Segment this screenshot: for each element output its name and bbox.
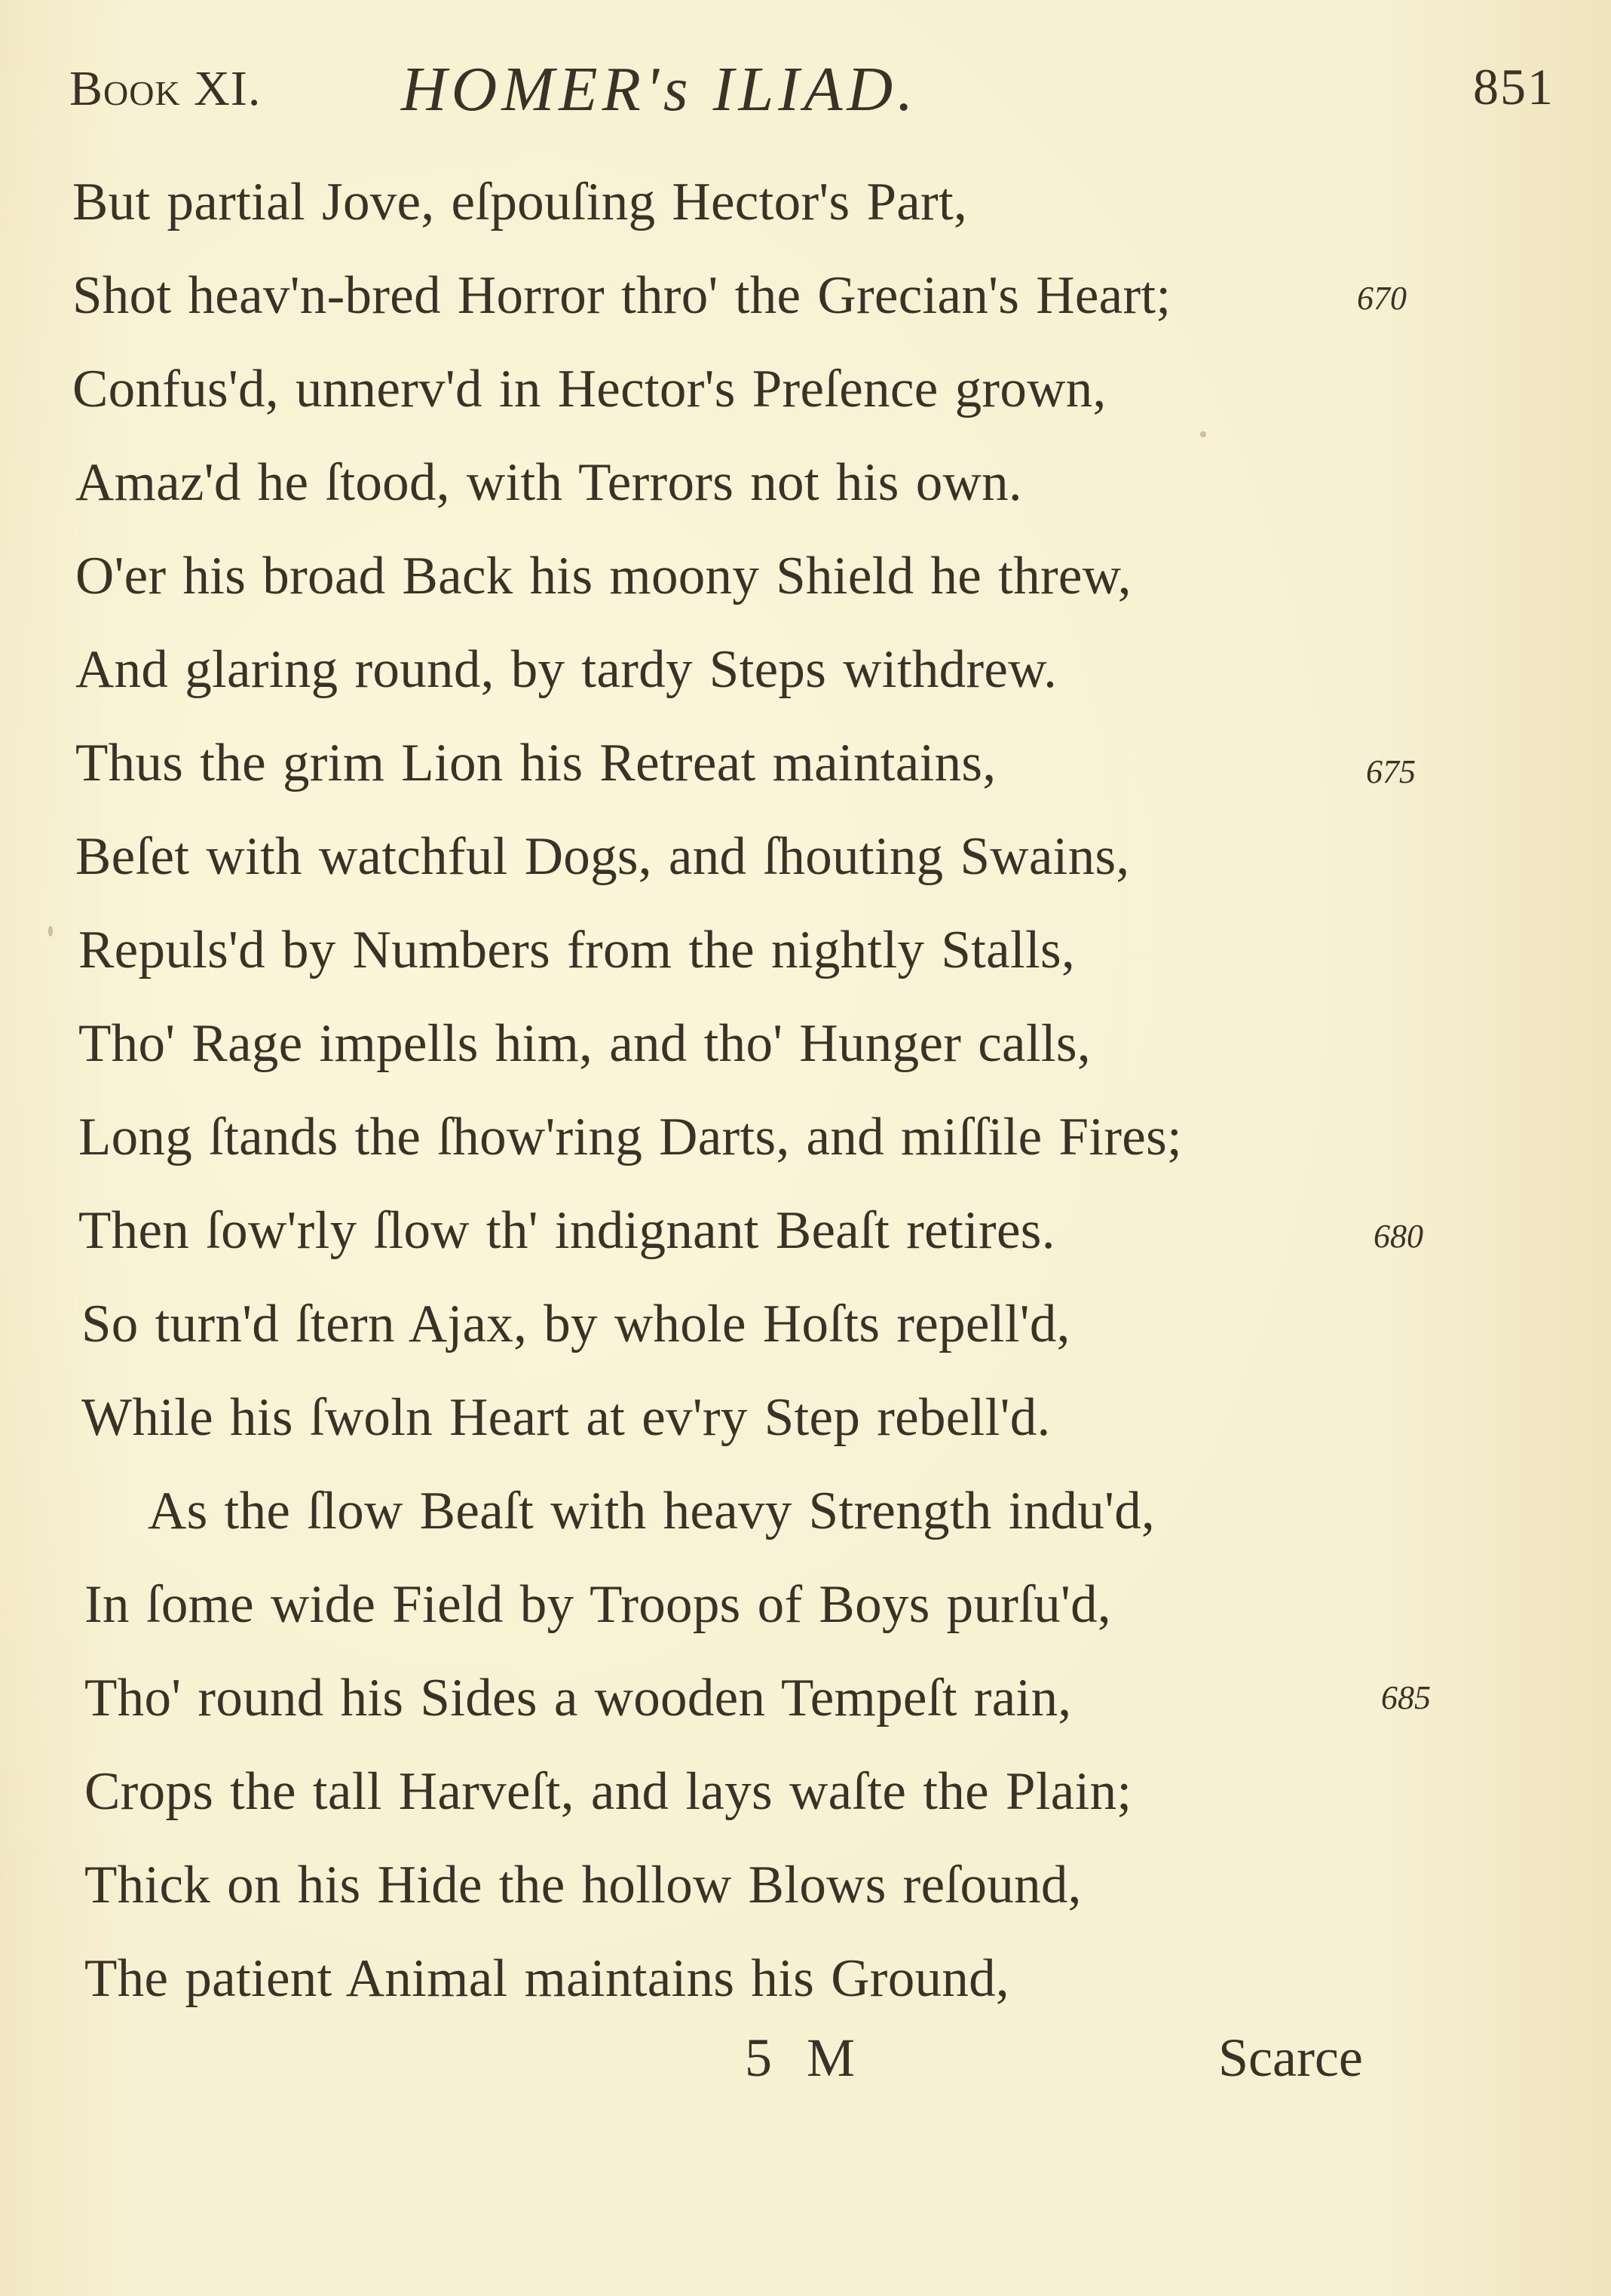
verse-line: Tho' round his Sides a wooden Tempeſt rain, — [84, 1669, 1072, 1727]
verse-line: Amaz'd he ſtood, with Terrors not his own. — [75, 453, 1022, 512]
paper-speck — [1200, 431, 1206, 437]
verse-line: But partial Jove, eſpouſing Hector's Part, — [72, 173, 968, 231]
line-number: 670 — [1357, 280, 1407, 317]
verse-line: So turn'd ſtern Ajax, by whole Hoſts repell'd, — [81, 1295, 1070, 1353]
verse-line: Crops the tall Harveſt, and lays waſte the Plain; — [84, 1762, 1132, 1821]
verse-line: Tho' Rage impells him, and tho' Hunger calls, — [78, 1014, 1091, 1073]
running-header — [69, 53, 1554, 136]
verse-line: Thus the grim Lion his Retreat maintains, — [75, 734, 997, 792]
line-number: 680 — [1374, 1218, 1423, 1255]
verse-line: In ſome wide Field by Troops of Boys purſu'd, — [84, 1575, 1111, 1634]
verse-line: Long ſtands the ſhow'ring Darts, and miſſile Fires; — [78, 1108, 1183, 1166]
verse-line: Thick on his Hide the hollow Blows reſound, — [84, 1856, 1082, 1914]
verse-line: Confus'd, unnerv'd in Hector's Preſence grown, — [72, 360, 1107, 418]
line-number: 675 — [1366, 753, 1416, 790]
verse-line: Repuls'd by Numbers from the nightly Stalls, — [78, 921, 1075, 979]
verse-line: As the ſlow Beaſt with heavy Strength indu'd, — [148, 1482, 1156, 1540]
verse-line: Beſet with watchful Dogs, and ſhouting Swains, — [75, 827, 1130, 886]
verse-line: The patient Animal maintains his Ground, — [84, 1949, 1009, 2008]
signature-mark: 5 M — [745, 2028, 866, 2088]
running-title: HOMER's ILIAD. — [401, 54, 918, 124]
page-number: 851 — [1473, 58, 1554, 115]
book-label: Book XI. — [69, 61, 262, 116]
verse-line: While his ſwoln Heart at ev'ry Step rebell'd. — [81, 1388, 1051, 1447]
paper-speck — [48, 926, 53, 936]
line-number: 685 — [1381, 1679, 1431, 1716]
catchword: Scarce — [1218, 2028, 1363, 2088]
verse-line: And glaring round, by tardy Steps withdrew. — [75, 640, 1058, 699]
verse-line: Then ſow'rly ſlow th' indignant Beaſt retires. — [78, 1201, 1055, 1260]
verse-line: Shot heav'n-bred Horror thro' the Grecian's Heart; — [72, 266, 1171, 325]
verse-line: O'er his broad Back his moony Shield he threw, — [75, 547, 1132, 605]
